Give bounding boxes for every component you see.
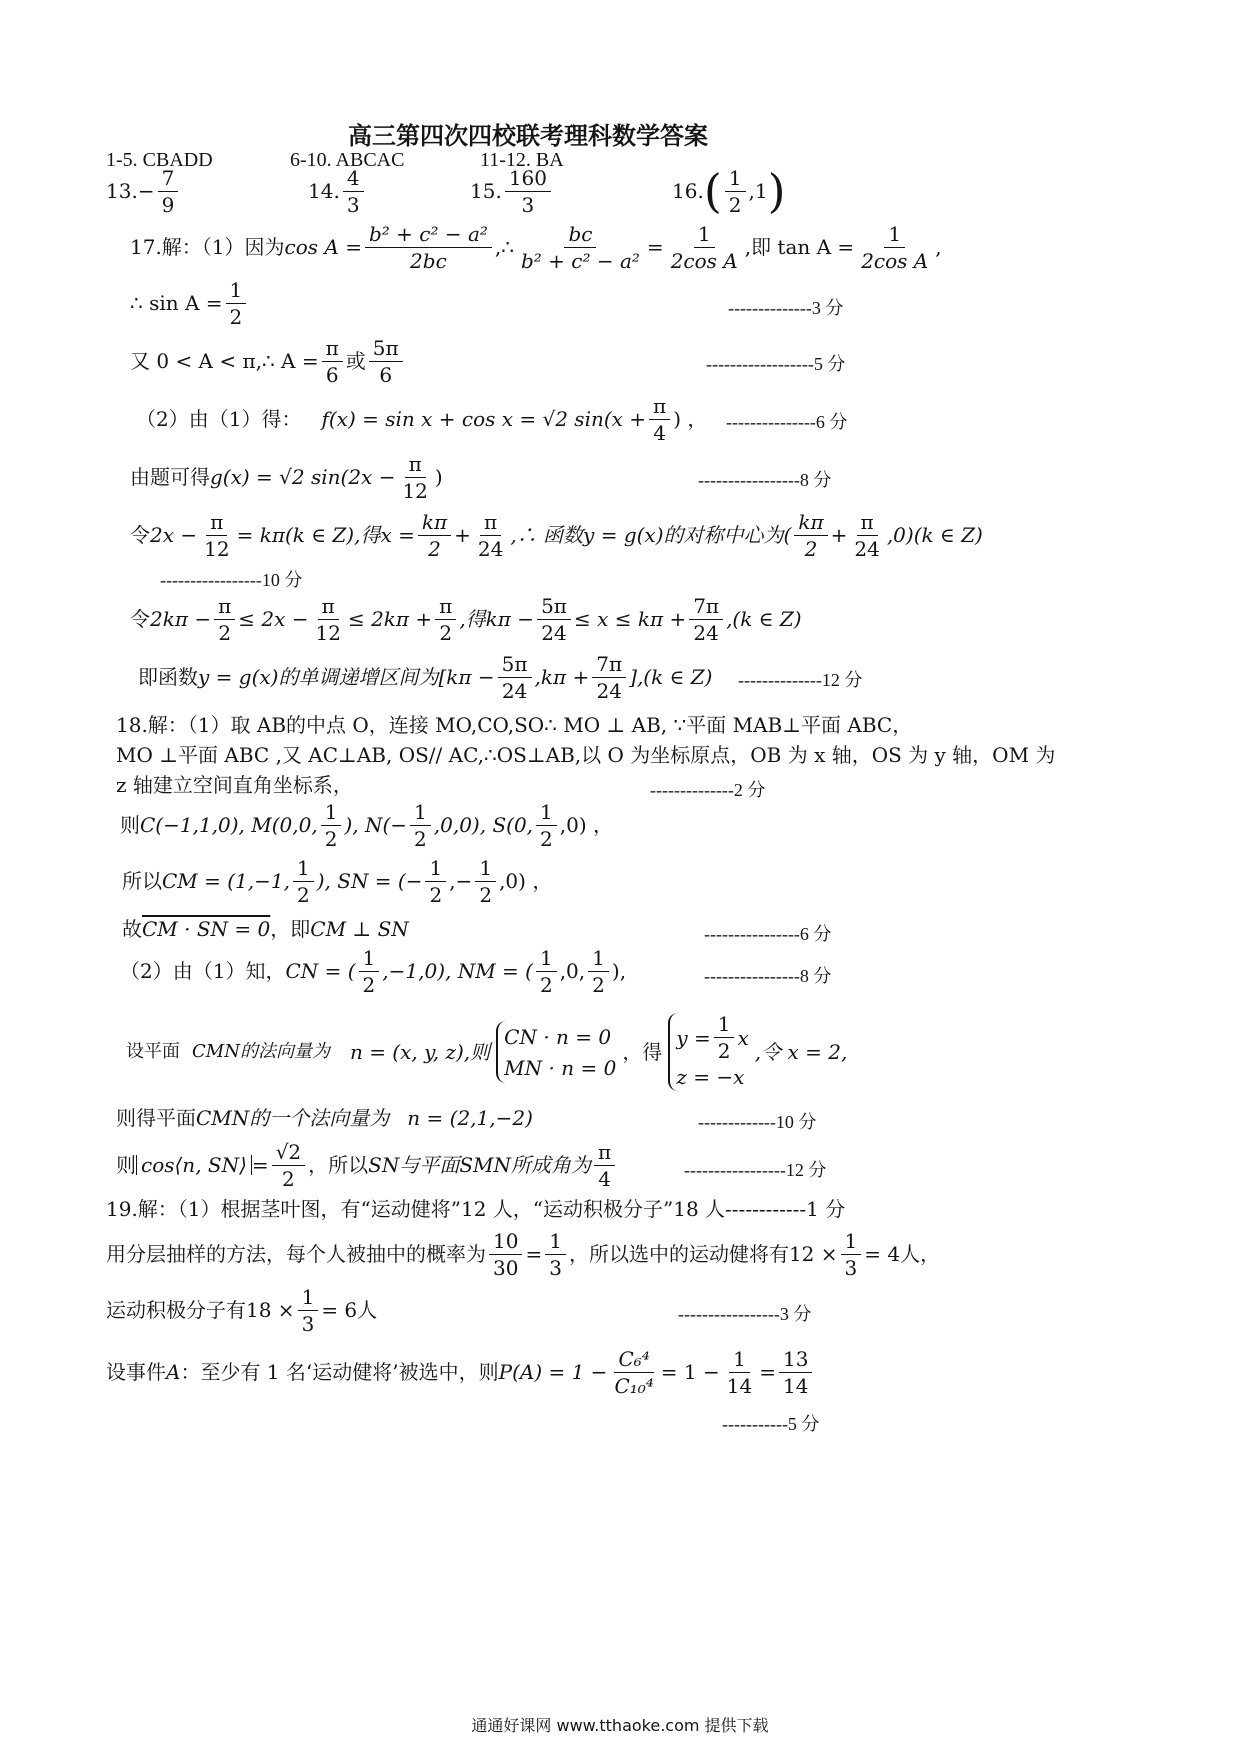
q17-line-8: 令 2kπ − $\frac{\pi}{2}$ ≤ 2x − $\frac{\pi}{12}$ ≤ 2kπ + $\frac{\pi}{2}$ ,得kπ − $\frac{5\pi}{24}$ ≤ x ≤ kπ + $\frac{7\pi}{24}$ ,(k ∈ Z) (130, 593, 802, 645)
q17-line-9: 即函数 y = g(x)的单调递增区间为[kπ − $\frac{5\pi}{24}$ ,kπ + $\frac{7\pi}{24}$ ],(k ∈ Z) (138, 651, 713, 703)
score-mark: --------------2 分 (650, 780, 766, 800)
answer-14: 14. $\frac{4}{3}$ (308, 166, 367, 216)
q18-line-9: 则得平面 CMN的一个法向量为 n = (2,1,−2) (116, 1106, 533, 1130)
q18-line-3: z 轴建立空间直角坐标系， (116, 773, 353, 797)
answers-11-12: 11-12. BA (480, 149, 564, 171)
score-mark: -----------------10 分 (160, 570, 303, 590)
answer-13: 13. − $\frac{7}{9}$ (106, 166, 181, 216)
q19-line-3: 运动积极分子有 18 × $\frac{1}{3}$ = 6人 (106, 1284, 378, 1336)
score-mark: ---------------6 分 (726, 412, 848, 432)
q19-line-2: 用分层抽样的方法，每个人被抽中的概率为 $\frac{10}{30}$ = $\frac{1}{3}$ ，所以选中的运动健将有 12 × $\frac{1}{3}$ = 4人， (106, 1228, 941, 1280)
score-mark: -----------------3 分 (678, 1304, 812, 1324)
answer-15: 15. $\frac{160}{3}$ (470, 166, 554, 216)
q17-line-3: 又 0 < A < π,∴ A = $\frac{\pi}{6}$ 或 $\frac{5\pi}{6}$ (130, 336, 406, 386)
score-mark: ----------------6 分 (704, 924, 832, 944)
q18-line-6: 故 CM · SN = 0 ，即 CM ⊥ SN (122, 917, 409, 941)
q19-line-1: 19.解：（1）根据茎叶图，有“运动健将”12 人，“运动积极分子”18 人------------1 分 (106, 1197, 846, 1221)
page-title: 高三第四次四校联考理科数学答案 (348, 122, 708, 150)
q17-line-2: ∴ sin A = $\frac{1}{2}$ (130, 278, 249, 328)
q18-line-4: 则 C(−1,1,0), M(0,0, $\frac{1}{2}$ ), N(− $\frac{1}{2}$ ,0,0), S(0, $\frac{1}{2}$ ,0) ， (120, 799, 614, 851)
score-mark: ----------------8 分 (704, 966, 832, 986)
q17-line-4: （2）由（1）得： f(x) = sin x + cos x = √2 sin(x + $\frac{\pi}{4}$ ) ， (136, 393, 708, 445)
q18-line-5: 所以 CM = (1,−1, $\frac{1}{2}$ ), SN = (− $\frac{1}{2}$ ,− $\frac{1}{2}$ ,0) ， (122, 855, 553, 907)
q19-line-4: 设事件 A ：至少有 1 名‘运动健将’被选中，则 P(A) = 1 − $\frac{\text{C₆⁴}}{\text{C₁₀⁴}}$ = 1 − $\frac{1}{14}$ = $\frac{13}{14}$ (106, 1344, 815, 1400)
q18-line-7: （2）由（1）知， CN = ( $\frac{1}{2}$ ,−1,0), NM = ( $\frac{1}{2}$ ,0, $\frac{1}{2}$ ), (120, 945, 627, 997)
answers-6-10: 6-10. ABCAC (290, 149, 405, 171)
q18-line-10: 则 cos⟨n, SN⟩ = $\frac{√2}{2}$ ，所以 SN与平面SMN所成角为 $\frac{\pi}{4}$ (116, 1140, 618, 1190)
score-mark: --------------3 分 (728, 298, 844, 318)
q18-line-2: MO ⊥平面 ABC ,又 AC⊥AB, OS// AC,∴OS⊥AB,以 O 为坐标原点，OB 为 x 轴，OS 为 y 轴，OM 为 (116, 743, 1056, 767)
score-mark: --------------12 分 (738, 670, 863, 690)
q17-line-6: 令 2x − $\frac{\pi}{12}$ = kπ(k ∈ Z),得x = $\frac{k\pi}{2}$ + $\frac{\pi}{24}$ ,∴ 函数y = g(x)的对称中心为( $\frac{k\pi}{2}$ + $\frac{\pi}{24}$ ,0)(k ∈ Z) (130, 509, 983, 561)
q17-line-5: 由题可得 g(x) = √2 sin(2x − $\frac{\pi}{12}$ ) (130, 451, 443, 503)
q17-line-1: 17.解：（1）因为 cos A = $\frac{\text{b² + c² − a²}}{2bc}$ ,∴ $\frac{bc}{\text{b² + c² − a²}}$ = $\frac{1}{\text{2cos A}}$ ,即 tan A = $\frac{1}{\text{2cos A}}$ , (130, 221, 942, 273)
q18-line-1: 18.解：（1）取 AB的中点 O，连接 MO,CO,SO∴ MO ⊥ AB, ∵平面 MAB⊥平面 ABC， (116, 713, 913, 737)
q18-line-8: 设平面 CMN的法向量为 n = (x, y, z),则 CN · n = 0 MN · n = 0 ，得 y = $\frac{1}{2}$ x z = −x ,令 x = 2, (126, 1012, 848, 1089)
score-mark: -----------------8 分 (698, 470, 832, 490)
answer-16: 16. ( $\frac{1}{2}$ ,1 ) (672, 164, 786, 218)
footer-source: 通通好课网 www.tthaoke.com 提供下载 (471, 1716, 769, 1735)
score-mark: ------------------5 分 (706, 354, 846, 374)
answers-1-5: 1-5. CBADD (106, 149, 213, 171)
score-mark: -------------10 分 (698, 1112, 817, 1132)
score-mark: -----------------12 分 (684, 1160, 827, 1180)
score-mark: -----------5 分 (722, 1414, 820, 1434)
